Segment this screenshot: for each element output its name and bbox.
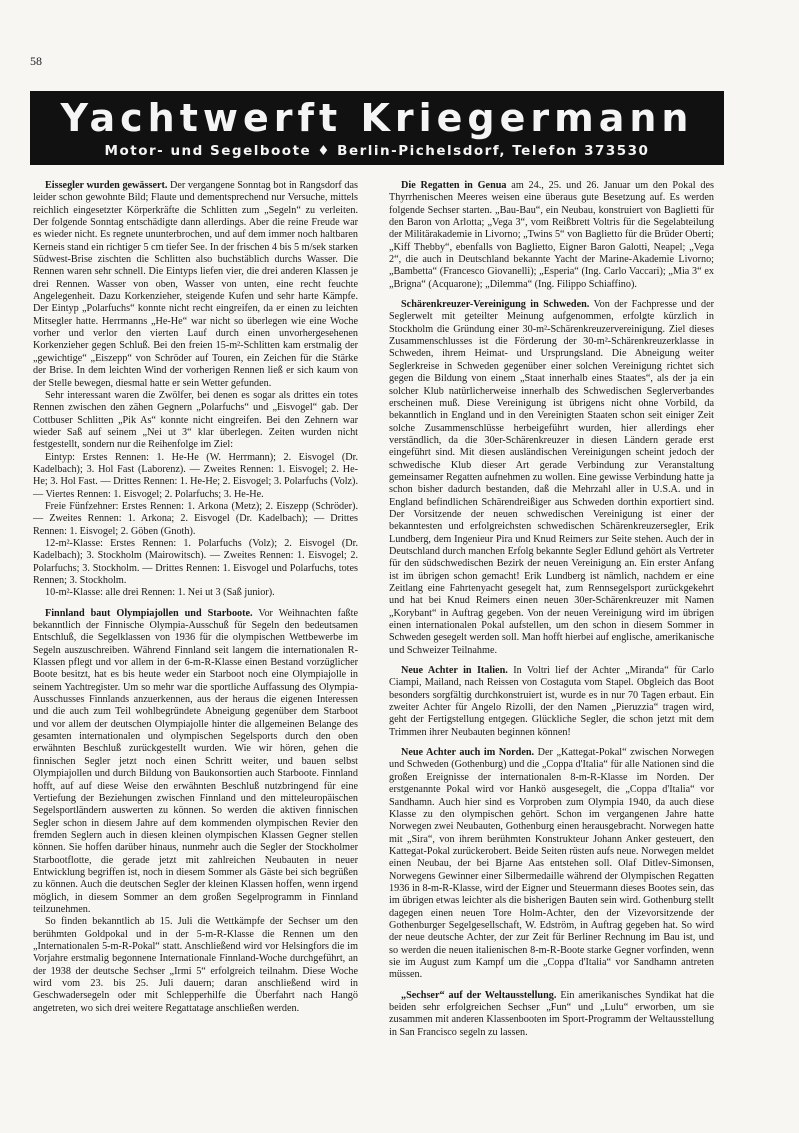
article-paragraph: In Voltri lief der Achter „Miranda“ für Carlo Ciampi, Mailand, nach Reissen von Costaguta vom Stapel. Obgleich das Boot besonders sorgfältig durchkonstruiert ist, wurde es in nur 70 Tagen erbaut. Ein zweiter Achter für Angelo Rizolli, der den Namen „Pieruzzia“ tragen wird, geht der Fertigstellung entgegen. Glückliche Segler, die schon jetzt mit dem Trimmen ihrer Neubauten beginnen können! xyxy=(389,665,714,738)
article-paragraph: Sehr interessant waren die Zwölfer, bei denen es sogar als drittes ein totes Rennen zwischen den zähen Gegnern „Polarfuchs“ und „Eisvogel“ gab. Der Cottbuser Schlitten „Pik As“ konnte nicht eingreifen. Bei den Zehnern war wieder Saß auf seinem „Nei ut 3“ klar überlegen. Zeiten wurden nicht festgestellt, sondern nur die Reihenfolge im Ziel: xyxy=(33,389,358,451)
article-heading: Schärenkreuzer-Vereinigung in Schweden. xyxy=(401,299,590,311)
article-weltausstellung xyxy=(389,990,714,1039)
right-column xyxy=(389,180,714,1039)
article-paragraph: Der „Kattegat-Pokal“ zwischen Norwegen und Schweden (Gothenburg) und die „Coppa d'Italia“ für alle Nationen sind die großen Ereignisse der internationalen 8-m-R-Klasse im Norden. Der erstgenannte Pokal wird vor Hankö ausgesegelt, die „Coppa d'Italia“ vor Sandhamn. Auch hier sind es Vorproben zum Olympia 1940, da auch diese Klasse zu den olympischen gehört. Schon im vergangenen Jahre hatte Norwegen zwei Neubauten, Gothenburg einen herausgebracht. Norwegen hatte mit „Sira“, von ihrem berühmten Konstrukteur Johann Anker gesteuert, den Kattegat-Pokal zurückerobert. Beide Seiten rüsten aufs neue. Norwegen meldet einen Neubau, der bei Bjarne Aas entstehen soll. Olaf Ditlev-Simonsen, Norwegens Gewinner einer Silbermedaille während der Olympischen Regatten 1936 in 8-m-R-Klasse, wird der Eigner und Steuermann dieses Bootes sein, das im übrigen etwas leichter als die bisherigen Bauten sein wird. Gothenburg stellt dagegen einen neuen Tore Holm-Achter, den der Vizevorsitzende der Gothenburger Segelgesellschaft, W. Edström, in Auftrag gegeben hat. So wird der neue deutsche Achter, der zur Zeit für Berliner Rechnung im Bau ist, und so werden die neuen italienischen 8-m-R-Boote starke Gegner vorfinden, wenn sie im August zum Kampf um die „Coppa d'Italia“ vor Sandhamn antreten müssen. xyxy=(389,747,715,981)
article-paragraph: Der vergangene Sonntag bot in Rangsdorf das leider schon gewohnte Bild; Flaute und dementsprechend nur Versuche, mittels reichlich eingesetzter Körperkräfte die Schlitten zum „Segeln“ zu verleiten. Der folgende Sonntag entschädigte dann allerdings. Aber die reine Freude war es wieder nicht. Es regnete ununterbrochen, und auf dem immer noch haltbaren Kerneis stand ein richtiger 5 cm tiefer See. In der frischen 4 bis 5 m/sek starken Südwest-Brise zischten die Schlitten also buchstäblich durchs Wasser. Die Rennen waren sehr schnell. Die Eintyps liefen vier, die drei anderen Klassen je drei Rennen. Wasser von oben, Wasser von unten, eine recht feuchte Angelegenheit. Dazu Korkenzieher, steigende Kufen und sehr harte Kämpfe. Der Eintyp „Polarfuchs“ konnte nicht recht eingreifen, da er einen zu leichten Mitsegler hatte. Herrmanns „He-He“ war nicht so überlegen wie eine Woche vorher und verlor den vierten Lauf durch einen unvorhergesehenen Korkenzieher gegen Schluß. Bei den freien 15-m²-Schlitten kam erstmalig der „gewichtige“ „Eiszepp“ von Schröder auf Touren, ein Zeichen für die Stärke der Brise. In dem leichten Wind der vorherigen Rennen ließ er sich kaum von der Stelle bewegen, diesmal hatte er sein Wetter gefunden. xyxy=(33,180,358,389)
article-achter-norden xyxy=(389,747,714,982)
article-heading: Neue Achter in Italien. xyxy=(401,665,508,677)
article-heading: Die Regatten in Genua xyxy=(401,180,507,191)
article-paragraph: Eintyp: Erstes Rennen: 1. He-He (W. Herrmann); 2. Eisvogel (Dr. Kadelbach); 3. Hol Fast (Laborenz). — Zweites Rennen: 1. Eisvogel; 2. He-He; 3. Hol Fast. — Drittes Rennen: 1. He-He; 2. Eisvogel; 3. Polarfuchs (Volz). — Viertes Rennen: 1. Eisvogel; 2. Polarfuchs; 3. He-He. xyxy=(33,451,358,500)
article-paragraph: 10-m²-Klasse: alle drei Rennen: 1. Nei ut 3 (Saß junior). xyxy=(45,587,275,599)
article-paragraph: Vor Weihnachten faßte bekanntlich der Finnische Olympia-Ausschuß für Segeln den bedeutsamen Entschluß, die Segelklassen von 1936 für die olympischen Wettbewerbe im Segeln auszuschreiben. Während Finnland seit langem die internationalen R-Klassen pflegt und vor allem in der 6-m-R-Klasse einen Bestand vorzüglicher Boote besitzt, hat es bis heute weder ein Starboot noch eine Olympiajolle in seinem Yachtregister. Um so mehr war die sportliche Auffassung des Olympia-Ausschusses Finnlands anzuerkennen, aus der heraus die eigenen Interessen und die auch zum Teil wohlbegründete Abneigung gegenüber dem Starboot und vor allem der deutschen Olympiajolle hinter die allgemeinen Belange des gesamten internationalen und olympischen Segelsports durch den oben erwähnten Beschluß zurückgestellt wurden. Wie wir hören, gehen die finnischen Segler jetzt noch einen Schritt weiter, und bauen selbst Olympiajollen und durch Bildung von Baukonsortien auch Starboote. Finnland hofft, auf auf diese Weise den erwähnten Beschluß nutzbringend für eine Vertiefung der Beziehungen zwischen Finnland und den mitteleuropäischen Segelsportländern auswerten zu können. So werden die aktiven finnischen Segler schon in diesem Jahre auf dem kommenden olympischen Revier den fremden Seglern auch in diesen kleinen olympischen Klassen Gegner stellen können. Sie hoffen darüber hinaus, nunmehr auch die Segler der Stockholmer Starbootflotte, die gerade jetzt mit zahlreichen Neubauten in neuer Entwicklung begriffen ist, noch in diesem Sommer als Gäste bei sich begrüßen zu können. Auch die deutschen Segler der kleinen Klassen hoffen, wenn irgend möglich, in diesem Sommer an dem großen Segelprogramm in Finnland teilzunehmen. xyxy=(33,607,358,915)
article-finnland xyxy=(33,608,358,1015)
article-genua xyxy=(389,180,714,291)
article-schaerenkreuzer xyxy=(389,299,714,657)
left-column xyxy=(33,180,358,1015)
article-heading: Finnland baut Olympiajollen und Starboote. xyxy=(45,607,253,619)
article-eissegler xyxy=(33,180,358,600)
article-heading: „Sechser“ auf der Weltausstellung. xyxy=(401,989,557,1001)
page-number: 58 xyxy=(30,54,42,68)
article-paragraph: So finden bekanntlich ab 15. Juli die Wettkämpfe der Sechser um den berühmten Goldpokal und in der 5-m-R-Klasse die Rennen um den „Internationalen 5-m-R-Pokal“ statt. Anschließend wird vor Helsingfors die im Vorjahre erstmalig begonnene Internationale Finnland-Woche durchgeführt, an der 1938 der deutsche Sechser „Irmi 5“ erfolgreich teilnahm. Diese Woche wird vom 23. bis 25. Juli dauern; daran anschließend wird in Geschwadersegeln oder mit Schlepperhilfe die Überfahrt nach Hangö angetreten, wo sich drei weitere Regattatage anschließen werden. xyxy=(33,916,358,1014)
article-paragraph: Ein amerikanisches Syndikat hat die beiden sehr erfolgreichen Sechser „Fun“ und „Lulu“ erworben, um sie zusammen mit anderen Klassenbooten im Sport-Programm der Weltausstellung in San Francisco segeln zu lassen. xyxy=(389,989,715,1038)
banner-subtitle: Motor- und Segelboote ♦ Berlin-Pichelsdorf, Telefon 373530 xyxy=(104,143,650,159)
article-paragraph: 12-m²-Klasse: Erstes Rennen: 1. Polarfuchs (Volz); 2. Eisvogel (Dr. Kadelbach); 3. Stockholm (Mairowitsch). — Zweites Rennen: 1. Eisvogel; 2. Polarfuchs; 3. Stockholm. — Drittes Rennen: 1. Eisvogel und Polarfuchs, totes Rennen; 3. Stockholm. xyxy=(33,537,358,586)
article-achter-italien xyxy=(389,665,714,739)
banner-title: Yachtwerft Kriegermann xyxy=(60,96,694,140)
article-paragraph: Freie Fünfzehner: Erstes Rennen: 1. Arkona (Metz); 2. Eiszepp (Schröder). — Zweites Rennen: 1. Arkona; 2. Eisvogel (Dr. Kadelbach); — Drittes Rennen: 1. Eisvogel; 2. Göben (Gnoth). xyxy=(33,500,358,537)
article-paragraph: am 24., 25. und 26. Januar um den Pokal des Thyrrhenischen Meeres weisen eine überaus gute Besetzung auf. Es werden folgende Sechser starten. „Bau-Bau“, ein Neubau, konstruiert von Baglietti für den Baron von Arlotta; „Vega 3“, vom Reißbrett Voltris für die Segelabteilung der Militärakademie in Livorno; „Twins 5“ von Baglietto für die Brüder Oberti; „Kiff Thebby“, ebenfalls von Baglietto, Eigner Baron Galotti, Neapel; „Vega 2“, die auch in Deutschland bekannte Yacht der Marine-Akademie Livorno; „Bambetta“ (Francesco Giovanelli); „Esperia“ (Ing. Carlo Vaccari); „Mia 3“ ex „Brigna“ (Acquarone); „Dilemma“ (Ing. Filippo Schiaffino). xyxy=(389,180,715,290)
article-heading: Neue Achter auch im Norden. xyxy=(401,747,535,759)
article-paragraph: Von der Fachpresse und der Seglerwelt mit geteilter Meinung aufgenommen, erfolgte kürzlich in Stockholm die Gründung einer 30-m²-Schärenkreuzervereinigung. Ziel dieses Zusammenschlusses ist die Förderung der 30-m²-Schärenkreuzerklasse in Schweden, ihrem Heimat- und Ursprungsland. Die Abneigung weiter Seglerkreise in Schweden gegenüber einer solchen Vereinigung richtet sich gegen die Bildung von einem „Staat innerhalb eines Staates“, als der ja ein solcher Klub natürlicherweise innerhalb des Schwedischen Seglerverbandes erscheinen muß. Diese Vereinigung ist übrigens nicht ohne Vorbild, da bekanntlich in England und in den Vereinigten Staaten schon seit einiger Zeit solche Zusammenschlüsse herbeigeführt wurden, hier allerdings eher verständlich, da die 30er-Schärenkreuzer in diesen Ländern gerade erst eingeführt sind. Mit diesen ausländischen Vereinigungen scheint jedoch der schwedische Klub dieser Art gerade Verbindung zur Veranstaltung gemeinsamer Regatten aufnehmen zu wollen. Eine gewisse Verbindung hatte ja schon bisher dadurch bestanden, daß die Mehrzahl aller in U.S.A. und in England befindlichen Schärendreißiger aus Schweden dorthin exportiert sind. Der Vorsitzende der neuen schwedischen Vereinigung ist einer der bekanntesten und erfolgreichsten schwedischen Schärenkreuzersegler, Erik Lundberg, dem Ingenieur Pira und Knud Reimers zur Seite stehen. Auch der in Deutschland durch manchen Erfolg bekannte Segler Edlund gehört als Vertreter für den südschwedischen Bezirk der neuen Vereinigung an. Ein erster Anfang ist im übrigen schon gemacht! Erik Lundberg ist nämlich, nachdem er eine Zeitlang eine Fahrtenyacht gesegelt hat, zum Rennsegelsport zurückgekehrt und hat bei Knud Reimers einen neuen 30er-Schärenkreuzer mit Namen „Korybant“ in Auftrag gegeben. Von der neuen Vereinigung wird im übrigen einen internationalen Pokal aufstellen, um den schon in diesem Sommer in Schweden gesegelt werden soll. Man hofft hierbei auf englische, amerikanische und Schweizer Teilnahme. xyxy=(389,299,714,656)
advertisement-banner xyxy=(30,91,724,165)
article-heading: Eissegler wurden gewässert. xyxy=(45,180,168,191)
